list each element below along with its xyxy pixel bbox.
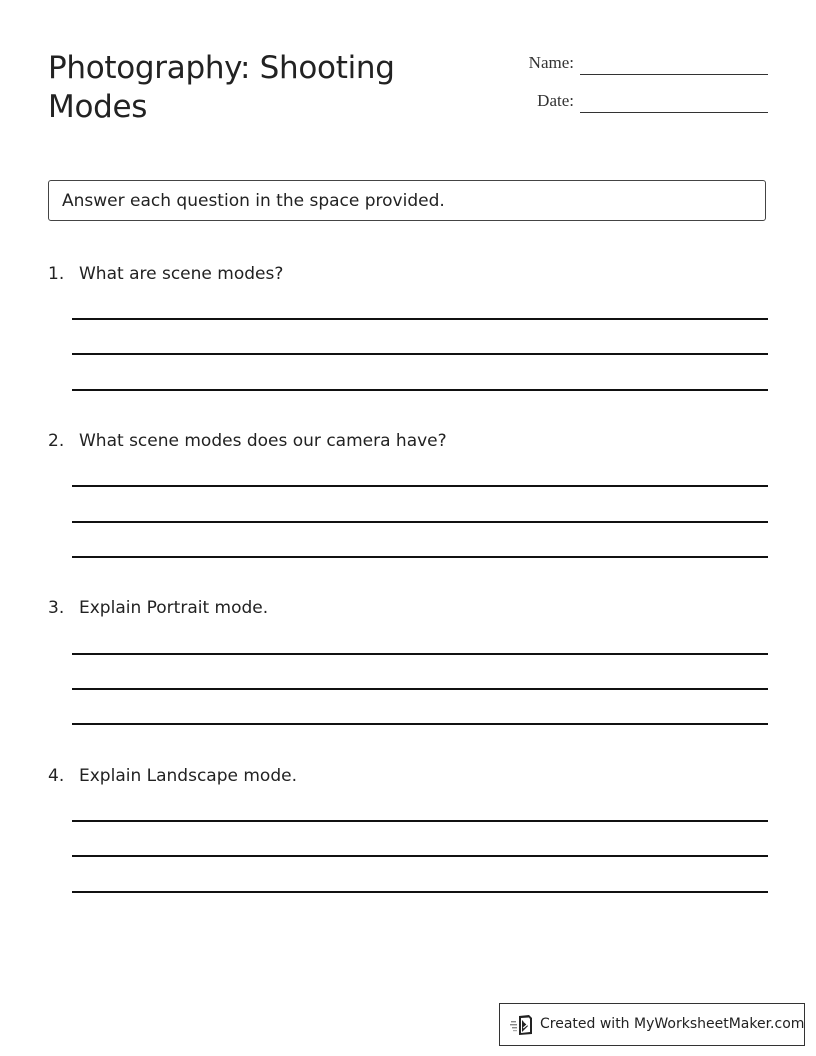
- name-input-line[interactable]: [580, 74, 768, 75]
- question-number: 1.: [48, 264, 65, 284]
- answer-line[interactable]: [72, 556, 768, 558]
- answer-line[interactable]: [72, 891, 768, 893]
- instructions-text: Answer each question in the space provided.: [62, 191, 445, 211]
- question-number: 2.: [48, 431, 65, 451]
- answer-line[interactable]: [72, 855, 768, 857]
- question-number: 3.: [48, 598, 65, 618]
- instructions-box: [48, 180, 766, 221]
- date-input-line[interactable]: [580, 112, 768, 113]
- question-number: 4.: [48, 766, 65, 786]
- name-field[interactable]: [500, 53, 768, 77]
- worksheet-maker-logo-icon: [510, 1014, 536, 1036]
- answer-line[interactable]: [72, 653, 768, 655]
- answer-line[interactable]: [72, 318, 768, 320]
- answer-line[interactable]: [72, 820, 768, 822]
- answer-line[interactable]: [72, 389, 768, 391]
- question-text: Explain Landscape mode.: [79, 766, 297, 786]
- footer-badge[interactable]: [499, 1003, 805, 1046]
- question-text: What are scene modes?: [79, 264, 284, 284]
- answer-line[interactable]: [72, 521, 768, 523]
- question-text: Explain Portrait mode.: [79, 598, 269, 618]
- answer-line[interactable]: [72, 688, 768, 690]
- answer-line[interactable]: [72, 723, 768, 725]
- answer-line[interactable]: [72, 353, 768, 355]
- question-text: What scene modes does our camera have?: [79, 431, 447, 451]
- name-label: Name:: [528, 53, 574, 72]
- date-field[interactable]: [500, 91, 768, 115]
- answer-line[interactable]: [72, 485, 768, 487]
- worksheet-title: Photography: Shooting Modes: [48, 50, 395, 125]
- footer-text: Created with MyWorksheetMaker.com: [540, 1016, 805, 1032]
- date-label: Date:: [537, 91, 574, 110]
